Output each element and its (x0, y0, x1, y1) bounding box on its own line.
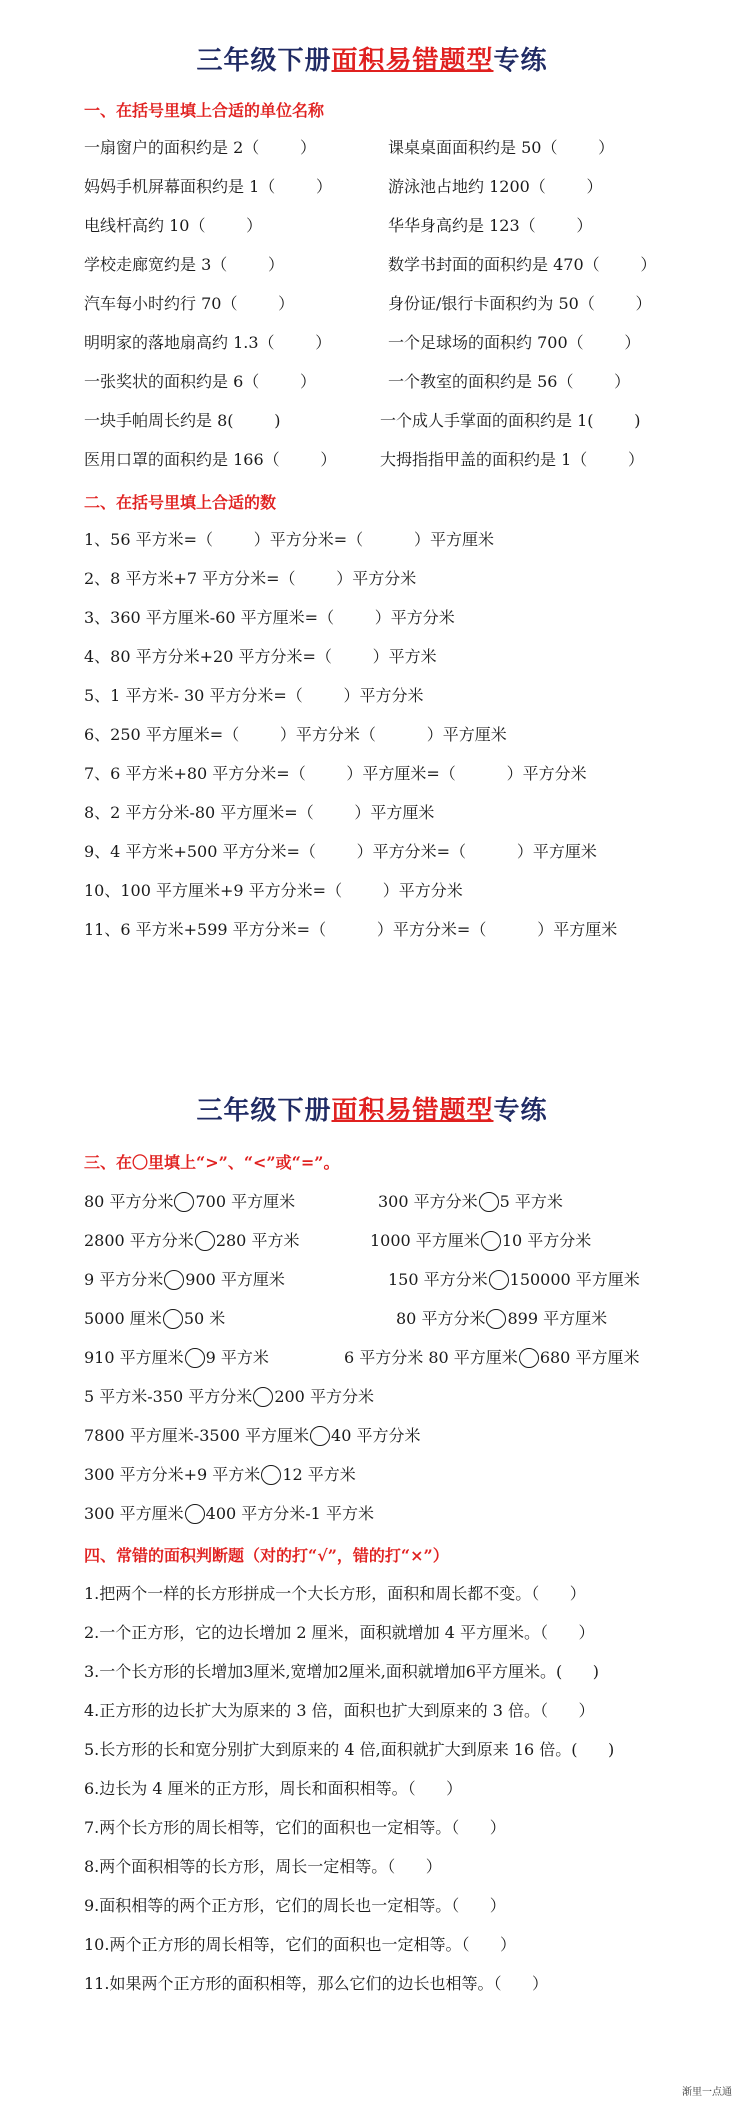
cmp-left-term: 80 平方分米 (84, 1192, 174, 1211)
section-2-heading: 二、在括号里填上合适的数 (84, 493, 277, 512)
s4-item-5: 5.长方形的长和宽分别扩大到原来的 4 倍,面积就扩大到原来 16 倍。( ) (84, 1740, 615, 1759)
s1-right-4: 数学书封面的面积约是 470（ ） (388, 255, 657, 274)
compare-circle[interactable] (163, 1309, 183, 1329)
title-suffix: 专练 (493, 1096, 548, 1126)
cmp-right-term: 9 平方米 (205, 1348, 269, 1367)
s3-single-1 (84, 1387, 374, 1407)
s2-item-9: 9、4 平方米+500 平方分米=（ ）平方分米=（ ）平方厘米 (84, 842, 597, 861)
s2-item-4: 4、80 平方分米+20 平方分米=（ ）平方米 (84, 647, 437, 666)
title-prefix: 三年级下册 (196, 46, 332, 76)
section-4-heading: 四、常错的面积判断题（对的打“√”，错的打“×”） (84, 1546, 449, 1565)
compare-circle[interactable] (174, 1192, 194, 1212)
compare-circle[interactable] (519, 1348, 539, 1368)
compare-circle[interactable] (185, 1348, 205, 1368)
s1-left-1: 一扇窗户的面积约是 2（ ） (84, 138, 316, 157)
s3-single-3 (84, 1465, 356, 1485)
page-title (0, 40, 744, 77)
s3-right-1 (378, 1192, 563, 1212)
cmp-left-term: 5 平方米-350 平方分米 (84, 1387, 253, 1406)
title-prefix: 三年级下册 (196, 1096, 332, 1126)
s3-left-3 (84, 1270, 285, 1290)
s3-right-5 (344, 1348, 639, 1368)
s4-item-10: 10.两个正方形的周长相等，它们的面积也一定相等。（ ） (84, 1935, 516, 1954)
s4-item-7: 7.两个长方形的周长相等，它们的面积也一定相等。（ ） (84, 1818, 506, 1837)
s2-item-6: 6、250 平方厘米=（ ）平方分米（ ）平方厘米 (84, 725, 507, 744)
s1-left-3: 电线杆高约 10（ ） (84, 216, 263, 235)
s2-item-7: 7、6 平方米+80 平方分米=（ ）平方厘米=（ ）平方分米 (84, 764, 587, 783)
s4-item-8: 8.两个面积相等的长方形，周长一定相等。（ ） (84, 1857, 442, 1876)
s2-item-1: 1、56 平方米=（ ）平方分米=（ ）平方厘米 (84, 530, 494, 549)
cmp-left-term: 9 平方分米 (84, 1270, 164, 1289)
cmp-left-term: 7800 平方厘米-3500 平方厘米 (84, 1426, 310, 1445)
compare-circle[interactable] (310, 1426, 330, 1446)
s1-left-4: 学校走廊宽约是 3（ ） (84, 255, 284, 274)
footer-watermark: 渐里一点通 (682, 2087, 732, 2098)
title-suffix: 专练 (493, 46, 548, 76)
s3-right-2 (370, 1231, 591, 1251)
cmp-left-term: 300 平方厘米 (84, 1504, 184, 1523)
s3-left-5 (84, 1348, 269, 1368)
s1-right-6: 一个足球场的面积约 700（ ） (388, 333, 641, 352)
s1-right-3: 华华身高约是 123（ ） (388, 216, 593, 235)
s4-item-3: 3.一个长方形的长增加3厘米,宽增加2厘米,面积就增加6平方厘米。( ) (84, 1662, 599, 1681)
s1-left-5: 汽车每小时约行 70（ ） (84, 294, 295, 313)
compare-circle[interactable] (261, 1465, 281, 1485)
compare-circle[interactable] (481, 1231, 501, 1251)
cmp-left-term: 300 平方分米+9 平方米 (84, 1465, 261, 1484)
cmp-right-term: 900 平方厘米 (185, 1270, 285, 1289)
s1-right-1: 课桌桌面面积约是 50（ ） (388, 138, 615, 157)
cmp-right-term: 5 平方米 (499, 1192, 563, 1211)
s3-left-1 (84, 1192, 295, 1212)
cmp-right-term: 50 米 (183, 1309, 226, 1328)
cmp-right-term: 150000 平方厘米 (509, 1270, 640, 1289)
s2-item-5: 5、1 平方米- 30 平方分米=（ ）平方分米 (84, 686, 424, 705)
section-1-heading: 一、在括号里填上合适的单位名称 (84, 101, 325, 120)
s1-right-9: 大拇指指甲盖的面积约是 1（ ） (380, 450, 644, 469)
s2-item-8: 8、2 平方分米-80 平方厘米=（ ）平方厘米 (84, 803, 435, 822)
cmp-left-term: 910 平方厘米 (84, 1348, 184, 1367)
cmp-right-term: 12 平方米 (282, 1465, 356, 1484)
cmp-right-term: 10 平方分米 (501, 1231, 592, 1250)
compare-circle[interactable] (479, 1192, 499, 1212)
cmp-right-term: 899 平方厘米 (507, 1309, 608, 1328)
compare-circle[interactable] (489, 1270, 509, 1290)
s1-right-5: 身份证/银行卡面积约为 50（ ） (388, 294, 652, 313)
s1-left-7: 一张奖状的面积约是 6（ ） (84, 372, 316, 391)
s4-item-2: 2.一个正方形，它的边长增加 2 厘米，面积就增加 4 平方厘米。（ ） (84, 1623, 595, 1642)
s1-right-8: 一个成人手掌面的面积约是 1( ) (380, 411, 641, 430)
s2-item-11: 11、6 平方米+599 平方分米=（ ）平方分米=（ ）平方厘米 (84, 920, 618, 939)
cmp-left-term: 150 平方分米 (388, 1270, 488, 1289)
s4-item-6: 6.边长为 4 厘米的正方形，周长和面积相等。（ ） (84, 1779, 463, 1798)
s3-left-4 (84, 1309, 225, 1329)
s1-left-8: 一块手帕周长约是 8( ) (84, 411, 281, 430)
title-highlight: 面积易错题型 (331, 46, 494, 76)
compare-circle[interactable] (253, 1387, 273, 1407)
s4-item-11: 11.如果两个正方形的面积相等，那么它们的边长也相等。（ ） (84, 1974, 548, 1993)
s2-item-2: 2、8 平方米+7 平方分米=（ ）平方分米 (84, 569, 417, 588)
compare-circle[interactable] (486, 1309, 506, 1329)
s1-left-6: 明明家的落地扇高约 1.3（ ） (84, 333, 332, 352)
s1-right-7: 一个教室的面积约是 56（ ） (388, 372, 631, 391)
s4-item-9: 9.面积相等的两个正方形，它们的周长也一定相等。（ ） (84, 1896, 506, 1915)
s1-left-2: 妈妈手机屏幕面积约是 1（ ） (84, 177, 332, 196)
cmp-right-term: 400 平方分米-1 平方米 (205, 1504, 374, 1523)
s3-right-3 (388, 1270, 640, 1290)
s3-left-2 (84, 1231, 299, 1251)
s3-single-4 (84, 1504, 374, 1524)
s3-right-4 (396, 1309, 607, 1329)
cmp-right-term: 700 平方厘米 (195, 1192, 296, 1211)
cmp-left-term: 6 平方分米 80 平方厘米 (344, 1348, 518, 1367)
compare-circle[interactable] (164, 1270, 184, 1290)
section-3-heading: 三、在〇里填上“>”、“<”或“=”。 (84, 1153, 340, 1172)
title-highlight: 面积易错题型 (331, 1096, 494, 1126)
cmp-right-term: 280 平方米 (215, 1231, 300, 1250)
s3-single-2 (84, 1426, 420, 1446)
cmp-left-term: 2800 平方分米 (84, 1231, 194, 1250)
s2-item-3: 3、360 平方厘米-60 平方厘米=（ ）平方分米 (84, 608, 455, 627)
cmp-right-term: 200 平方分米 (274, 1387, 374, 1406)
compare-circle[interactable] (195, 1231, 215, 1251)
page-title (0, 1090, 744, 1127)
s4-item-4: 4.正方形的边长扩大为原来的 3 倍，面积也扩大到原来的 3 倍。（ ） (84, 1701, 595, 1720)
cmp-right-term: 680 平方厘米 (539, 1348, 640, 1367)
cmp-left-term: 80 平方分米 (396, 1309, 486, 1328)
cmp-left-term: 1000 平方厘米 (370, 1231, 480, 1250)
s2-item-10: 10、100 平方厘米+9 平方分米=（ ）平方分米 (84, 881, 463, 900)
cmp-right-term: 40 平方分米 (331, 1426, 421, 1445)
s1-left-9: 医用口罩的面积约是 166（ ） (84, 450, 337, 469)
s1-right-2: 游泳池占地约 1200（ ） (388, 177, 603, 196)
cmp-left-term: 300 平方分米 (378, 1192, 478, 1211)
compare-circle[interactable] (185, 1504, 205, 1524)
cmp-left-term: 5000 厘米 (84, 1309, 162, 1328)
s4-item-1: 1.把两个一样的长方形拼成一个大长方形，面积和周长都不变。（ ） (84, 1584, 586, 1603)
